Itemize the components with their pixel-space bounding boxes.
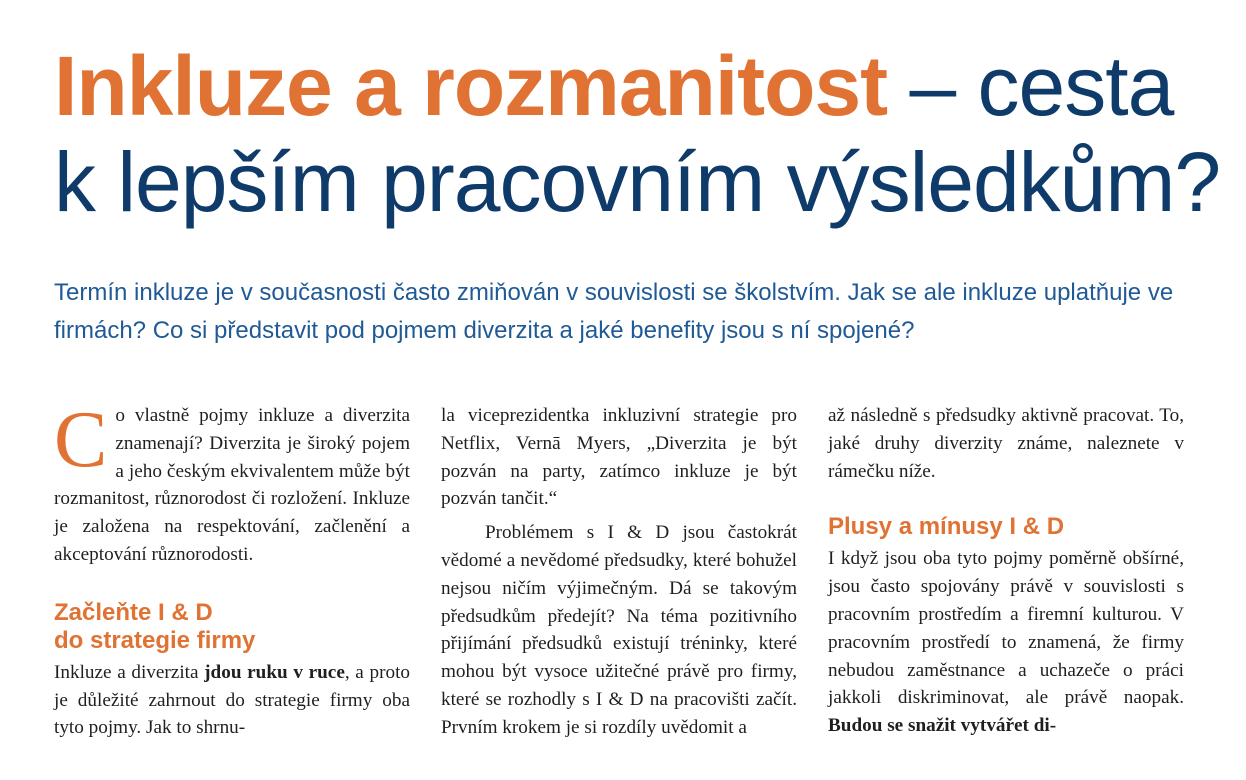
subhead-strategy	[54, 599, 410, 655]
continuation-paragraph: až následně s předsudky aktivně pracovat. To, jaké druhy diverzity známe, naleznete v rámečku níže.	[828, 405, 1184, 482]
title-accent: Inkluze a rozmanitost	[54, 39, 888, 133]
article-lead: Termín inkluze je v současnosti často zmiňován v souvislosti se školstvím. Jak se ale inkluze uplatňuje ve firmách? Co si představit pod pojmem diverzita a jaké benefity jsou s ní spojené?	[54, 279, 1174, 344]
strategy-text-start: Inkluze a diverzita	[54, 661, 205, 683]
strategy-text-end: , a proto je důležité zahrnout do strategie firmy oba tyto pojmy. Jak to shrnu-	[54, 661, 410, 739]
subhead-strategy-line1: Začleňte I & D	[54, 598, 213, 626]
title-rest: – cesta k lepším pracovním výsledkům?	[54, 39, 1221, 229]
column-3	[828, 402, 1184, 740]
subhead-pros-cons: Plusy a mínusy I & D	[828, 513, 1065, 541]
intro-text: o vlastně pojmy inkluze a diverzita znamenají? Diverzita je široký pojem a jeho českým ekvivalentem může být rozmanitost, různorodost či rozložení. Inkluze je založena na respektování, začlenění a akceptování různorodosti.	[54, 405, 410, 565]
article-title	[54, 38, 1224, 230]
intro-paragraph	[54, 396, 410, 569]
column-2	[441, 402, 797, 742]
quote-paragraph: la viceprezidentka inkluzivní strategie pro Netflix, Vernā Myers, „Diverzita je být pozván na party, zatímco inkluze je být pozván tančit.“	[441, 405, 797, 510]
prejudice-paragraph: Problémem s I & D jsou častokrát vědomé a nevědomé předsudky, které bohužel nejsou ničím výjimečným. Dá se takovým předsudkům předejít? Na téma pozitivního přijímání předsudků existují tréninky, které mohou být vysoce užitečné právě pro firmy, které se rozhodly s I & D na pracovišti začít. Prvním krokem je si rozdíly uvědomit a	[441, 522, 797, 738]
pros-cons-paragraph	[828, 545, 1184, 740]
subhead-strategy-line2: do strategie firmy	[54, 626, 256, 654]
pros-cons-text-bold: Budou se snažit vytvářet di-	[828, 715, 1057, 737]
pros-cons-text: I když jsou oba tyto pojmy poměrně obšírné, jsou často spojovány právě v souvislosti s pracovním prostředím a firemní kulturou. V pracovním prostředí to znamená, že firmy nebudou zaměstnance a uchazeče o práci jakkoli diskriminovat, ale právě naopak.	[828, 548, 1184, 709]
strategy-paragraph	[54, 659, 410, 742]
drop-cap: C	[54, 396, 108, 484]
strategy-text-bold: jdou ruku v ruce	[204, 661, 345, 683]
column-1	[54, 396, 410, 742]
